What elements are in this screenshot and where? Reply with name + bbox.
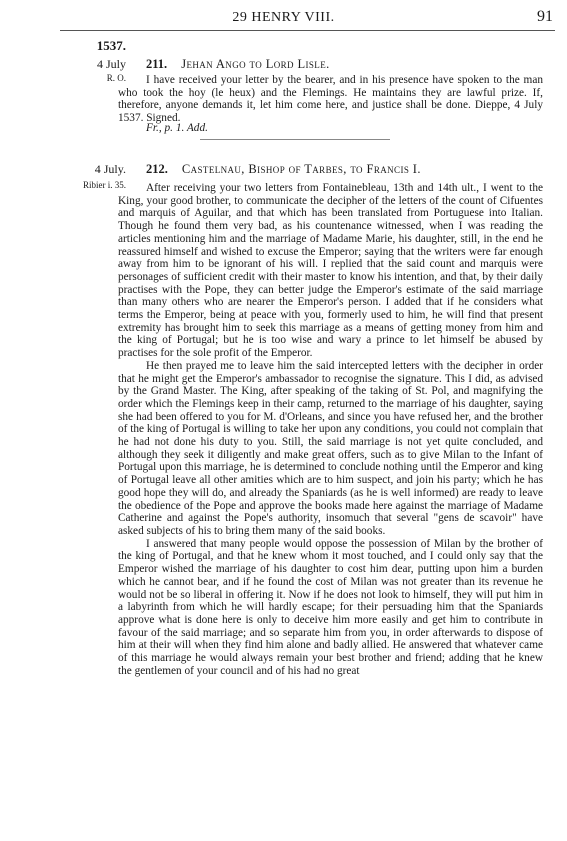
- library-stamp-watermark: [2, 600, 20, 750]
- margin-date-212: 4 July.: [94, 162, 126, 176]
- header-rule: [60, 30, 555, 31]
- entry-heading-212: [146, 162, 545, 177]
- entry-body-212: [118, 182, 543, 677]
- paragraph: I have received your letter by the bearer, and in his presence have spoken to the man who took the hoy (le heux) and the Flemings. He maintains they are lawful prize. If, therefore, anyone demands it, let him come here, and justice shall be done. Dieppe, 4 July 1537. Signed.: [118, 74, 543, 125]
- paragraph: I answered that many people would oppose the possession of Milan by the brother of the king of Portugal, and that he knew whom it most touched, and I could only say that the Emperor wished the marriage of his daughter to cost him dear, putting upon him a burden which he cannot bear, and if he found the cost of Milan was not greater than its revenue he would not be so liberal in offering it. Now if he does not look to himself, they will put him in a labyrinth from which he will hardly escape; for their persuading him that the Spaniards approve what is done here is only to deceive him more easily and get him to contribute in favour of the said marriage; and so separate him from you, in order afterwards to dispose of him at their will when they find him alone and badly allied. He answered that whatever came of this marriage he would always remain your best brother and friend; adding that he knew the gentlemen of your council and of his had no great: [118, 537, 543, 677]
- entry-title: Castelnau, Bishop of Tarbes, to Francis I.: [181, 162, 421, 176]
- paragraph: He then prayed me to leave him the said intercepted letters with the decipher in order that he might get the Emperor's ambassador to recognise the signature. This I did, as advised by the Grand Master. The King, after speaking of the taking of St. Pol, and magnifying the order which the Flemings keep in their camp, returned to the marriage of his daughter, saying she had been offered to you for M. d'Orleans, and since you have refused her, and the brother of the king of Portugal is willing to take her upon any conditions, you could not complain that he had not done his duty to you. Still, the said marriage is not yet quite concluded, and although they seek it diligently and make great offers, such as to give Milan to the Infant of Portugal upon this marriage, he is determined to conclude nothing until the Emperor and king of Portugal leave all other amities which are to him suspect, and join his party; which he has good hope they will do, and already the Spaniards (as he is well informed) are ready to leave the obedience of the Pope and approve the books made here against the marriage of Madame Catherine and against the Pope's authority, insomuch that several "gens de scavoir" have asked subjects of his to bring them many of the said books.: [118, 359, 543, 537]
- entry-separator: [200, 139, 390, 140]
- entry-reference-211: Fr., p. 1. Add.: [146, 122, 208, 134]
- entry-title: Jehan Ango to Lord Lisle.: [181, 57, 330, 71]
- margin-source-212: Ribier i. 35.: [83, 180, 126, 190]
- entry-number: 211.: [146, 57, 168, 71]
- margin-date-211: 4 July: [96, 57, 126, 71]
- page-number: 91: [537, 8, 553, 25]
- paragraph: After receiving your two letters from Fontainebleau, 13th and 14th ult., I went to the King, your good brother, to communicate the decipher of the letters of the count of Cifuentes and marquis of Aguilar, and that which has been translated from Portuguese into Italian. Though he found them very bad, as his countenance witnessed, when I was reading the articles mentioning him and the marriage of Madame Marie, his daughter, still, in the end he reassured himself and wished to excuse the Emperor; saying that the writers were far enough away from him to be ignorant of his will. I replied that the said count and marquis were personages of sufficient credit with their master to know his intention, and that, by their daily practises with the Pope, they can better judge the Emperor's estimate of the said marriage than many others who are nearer the Emperor's person. I added that if he considers what terms the Emperor, being at peace with you, formerly used to him, he will find that present extremity has brought him to seek this marriage as a means of getting money from him and the king of Portugal; but he is too wise and wary a prince to let himself be abused by practises for the sole profit of the Emperor.: [118, 182, 543, 360]
- entry-body-211: [118, 74, 543, 125]
- margin-year: 1537.: [96, 38, 126, 53]
- entry-number: 212.: [146, 162, 168, 176]
- margin-source-211: R. O.: [106, 73, 126, 83]
- entry-heading-211: [146, 57, 545, 72]
- running-header: 29 HENRY VIII.: [232, 10, 335, 25]
